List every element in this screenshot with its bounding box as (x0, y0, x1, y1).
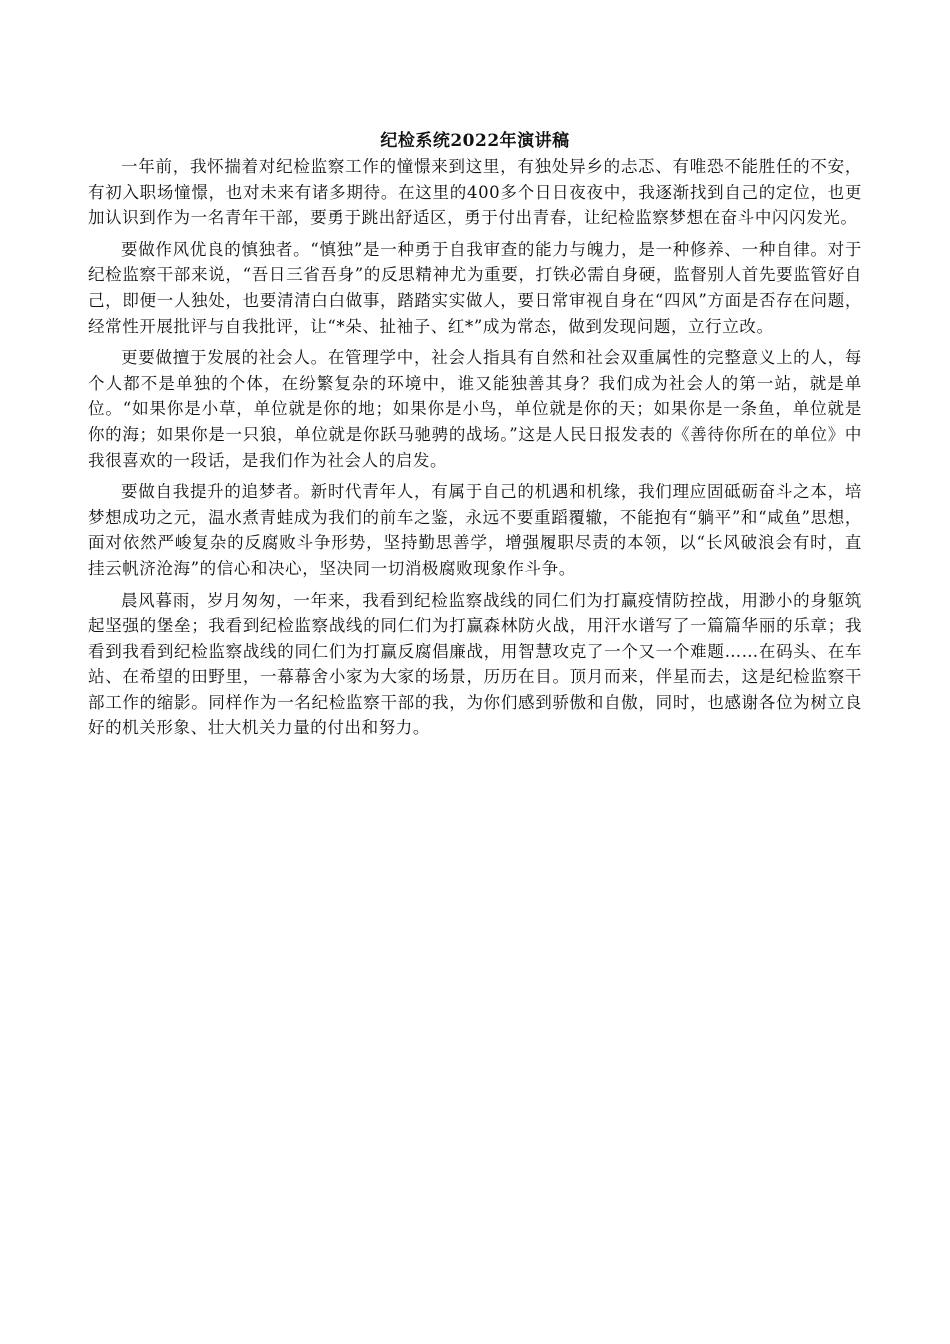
paragraph-social-person: 更要做擅于发展的社会人。在管理学中，社会人指具有自然和社会双重属性的完整意义上的人，每个人都不是单独的个体，在纷繁复杂的环境中，谁又能独善其身？我们成为社会人的第一站，就是单位。“如果你是小草，单位就是你的地；如果你是小鸟，单位就是你的天；如果你是一条鱼，单位就是你的海；如果你是一只狼，单位就是你跃马驰骋的战场。”这是人民日报发表的《善待你所在的单位》中我很喜欢的一段话，是我们作为社会人的启发。 (88, 348, 862, 470)
document-title: 纪检系统2022年演讲稿 (380, 131, 570, 151)
paragraph-dream-chaser: 要做自我提升的追梦者。新时代青年人，有属于自己的机遇和机缘，我们理应固砥砺奋斗之本，培梦想成功之元，温水煮青蛙成为我们的前车之鉴，永远不要重蹈覆辙，不能抱有“躺平”和“咸鱼”思想，面对依然严峻复杂的反腐败斗争形势，坚持勤思善学，增强履职尽责的本领，以“长风破浪会有时，直挂云帆济沧海”的信心和决心，坚决同一切消极腐败现象作斗争。 (88, 482, 862, 578)
paragraph-conclusion: 晨风暮雨，岁月匆匆，一年来，我看到纪检监察战线的同仁们为打赢疫情防控战，用渺小的身躯筑起坚强的堡垒；我看到纪检监察战线的同仁们为打赢森林防火战，用汗水谱写了一篇篇华丽的乐章；我看到我看到纪检监察战线的同仁们为打赢反腐倡廉战，用智慧攻克了一个又一个难题……在码头、在车站、在希望的田野里，一幕幕舍小家为大家的场景，历历在目。顶月而来，伴星而去，这是纪检监察干部工作的缩影。同样作为一名纪检监察干部的我，为你们感到骄傲和自傲，同时，也感谢各位为树立良好的机关形象、壮大机关力量的付出和努力。 (88, 590, 862, 738)
paragraph-self-discipline: 要做作风优良的慎独者。“慎独”是一种勇于自我审查的能力与魄力，是一种修养、一种自律。对于纪检监察干部来说，“吾日三省吾身”的反思精神尤为重要，打铁必需自身硬，监督别人首先要监管好自己，即便一人独处，也要清清白白做事，踏踏实实做人，要日常审视自身在“四风”方面是否存在问题，经常性开展批评与自我批评，让“*朵、扯袖子、红*”成为常态，做到发现问题，立行立改。 (88, 239, 862, 336)
document-page (88, 128, 862, 747)
paragraph-intro: 一年前，我怀揣着对纪检监察工作的憧憬来到这里，有独处异乡的忐忑、有唯恐不能胜任的不安，有初入职场憧憬，也对未来有诸多期待。在这里的400多个日日夜夜中，我逐渐找到自己的定位，也更加认识到作为一名青年干部，要勇于跳出舒适区，勇于付出青春，让纪检监察梦想在奋斗中闪闪发光。 (88, 157, 862, 228)
